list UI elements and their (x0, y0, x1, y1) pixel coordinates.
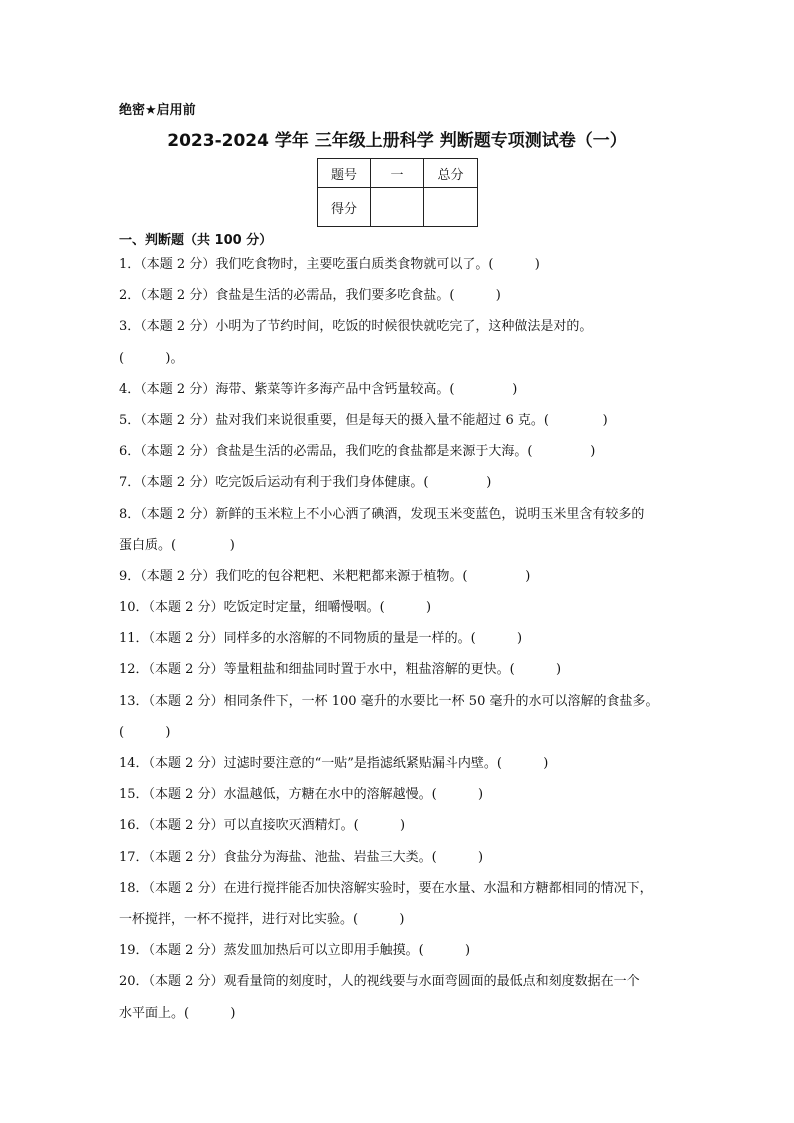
question-number: 13． (119, 693, 149, 709)
question-text: 蒸发皿加热后可以立即用手触摸。( ) (223, 943, 471, 959)
question-text: 一杯搅拌，一杯不搅拌，进行对比实验。( ) (119, 911, 405, 927)
question-number: 18． (119, 880, 149, 896)
question-text: 小明为了节约时间，吃饭的时候很快就吃完了，这种做法是对的。 (215, 319, 593, 335)
question-text: 相同条件下，一杯 100 毫升的水要比一杯 50 毫升的水可以溶解的食盐多。 (223, 693, 659, 709)
question-text: 盐对我们来说很重要，但是每天的摄入量不能超过 6 克。( ) (215, 412, 608, 428)
question-item (119, 656, 684, 687)
score-table-cell: 总分 (424, 159, 478, 188)
score-table-header-row (318, 159, 478, 188)
question-text: 蛋白质。( ) (119, 537, 235, 553)
question-item (119, 812, 684, 843)
question-score: （本题 2 分） (140, 257, 216, 272)
question-text: 新鲜的玉米粒上不小心洒了碘酒，发现玉米变蓝色，说明玉米里含有较多的 (215, 506, 645, 522)
question-score: （本题 2 分） (148, 756, 224, 771)
question-number: 15． (119, 787, 149, 803)
question-number: 20． (119, 974, 149, 990)
question-score: （本题 2 分） (140, 288, 216, 304)
question-item-continuation (119, 1000, 684, 1031)
question-text: ( ) (119, 724, 171, 740)
question-item (119, 688, 684, 719)
question-score: （本题 2 分） (148, 818, 224, 834)
question-item (119, 875, 684, 906)
question-list (119, 251, 684, 1031)
question-score: （本题 2 分） (148, 662, 224, 678)
question-item (119, 251, 684, 282)
score-table-cell: 一 (371, 159, 424, 188)
question-number: 12． (119, 662, 149, 678)
question-text: 观看量筒的刻度时，人的视线要与水面弯圆面的最低点和刻度数据在一个 (223, 974, 640, 990)
question-item (119, 594, 684, 625)
question-text: 食盐是生活的必需品，我们吃的食盐都是来源于大海。( ) (215, 444, 596, 460)
question-number: 16． (119, 818, 149, 834)
question-item (119, 469, 684, 500)
question-number: 5． (119, 412, 141, 428)
section-title: 一、判断题（共 100 分） (119, 233, 273, 248)
question-item (119, 781, 684, 812)
question-text: 可以直接吹灭酒精灯。( ) (223, 818, 406, 834)
question-score: （本题 2 分） (140, 412, 216, 428)
question-item-continuation (119, 906, 684, 937)
score-table-cell: 得分 (318, 188, 371, 227)
question-item (119, 282, 684, 313)
question-number: 10． (119, 600, 149, 616)
score-table-cell: 题号 (318, 159, 371, 188)
question-item (119, 438, 684, 469)
question-score: （本题 2 分） (148, 631, 224, 647)
question-text: 水平面上。( ) (119, 1005, 236, 1021)
question-item (119, 313, 684, 344)
question-item (119, 563, 684, 594)
question-number: 3． (119, 319, 141, 335)
question-item (119, 844, 684, 875)
question-score: （本题 2 分） (140, 475, 216, 491)
question-item (119, 750, 684, 781)
question-text: 同样多的水溶解的不同物质的量是一样的。( ) (223, 631, 523, 647)
question-item (119, 937, 684, 968)
question-text: 等量粗盐和细盐同时置于水中，粗盐溶解的更快。( ) (223, 662, 562, 678)
question-text: 食盐分为海盐、池盐、岩盐三大类。( ) (223, 849, 484, 865)
question-text: 过滤时要注意的“一贴”是指滤纸紧贴漏斗内壁。( ) (223, 756, 549, 771)
question-score: （本题 2 分） (140, 568, 216, 584)
question-item (119, 501, 684, 532)
question-score: （本题 2 分） (148, 787, 224, 803)
question-number: 6． (119, 444, 141, 460)
question-text: 在进行搅拌能否加快溶解实验时，要在水量、水温和方糖都相同的情况下， (223, 880, 653, 896)
question-number: 14． (119, 756, 149, 771)
question-score: （本题 2 分） (140, 444, 216, 460)
question-text: ( )。 (119, 350, 184, 366)
question-score: （本题 2 分） (148, 600, 224, 616)
question-text: 海带、紫菜等许多海产品中含钙量较高。( ) (215, 381, 518, 397)
question-text: 吃饭定时定量，细嚼慢咽。( ) (223, 600, 432, 616)
question-score: （本题 2 分） (148, 974, 224, 990)
question-number: 4． (119, 381, 141, 397)
question-number: 17． (119, 849, 149, 865)
question-item-continuation (119, 719, 684, 750)
question-number: 19． (119, 943, 149, 959)
question-item (119, 625, 684, 656)
question-number: 7． (119, 475, 141, 491)
question-score: （本题 2 分） (148, 693, 224, 709)
score-table-score-row (318, 188, 478, 227)
total-score-cell[interactable] (424, 188, 478, 227)
question-item-continuation (119, 532, 684, 563)
question-item-continuation (119, 345, 684, 376)
exam-title: 2023-2024 学年 三年级上册科学 判断题专项测试卷（一） (167, 131, 627, 151)
question-number: 11． (119, 631, 149, 647)
score-table (317, 158, 478, 227)
question-score: （本题 2 分） (148, 943, 224, 959)
question-number: 8． (119, 506, 141, 522)
question-score: （本题 2 分） (140, 319, 216, 335)
question-number: 9． (119, 568, 141, 584)
question-text: 我们吃的包谷粑粑、米粑粑都来源于植物。( ) (215, 568, 531, 584)
score-input-cell[interactable] (371, 188, 424, 227)
question-number: 2． (119, 288, 141, 304)
question-score: （本题 2 分） (148, 849, 224, 865)
question-score: （本题 2 分） (148, 880, 224, 896)
question-text: 食盐是生活的必需品，我们要多吃食盐。( ) (215, 288, 501, 304)
question-item (119, 968, 684, 999)
question-score: （本题 2 分） (140, 381, 216, 397)
question-number: 1． (119, 257, 141, 272)
confidential-label: 绝密★启用前 (119, 103, 196, 118)
question-text: 水温越低，方糖在水中的溶解越慢。( ) (223, 787, 484, 803)
question-item (119, 407, 684, 438)
question-text: 我们吃食物时，主要吃蛋白质类食物就可以了。( ) (215, 257, 540, 272)
question-score: （本题 2 分） (140, 506, 216, 522)
question-text: 吃完饭后运动有利于我们身体健康。( ) (215, 475, 492, 491)
question-item (119, 376, 684, 407)
